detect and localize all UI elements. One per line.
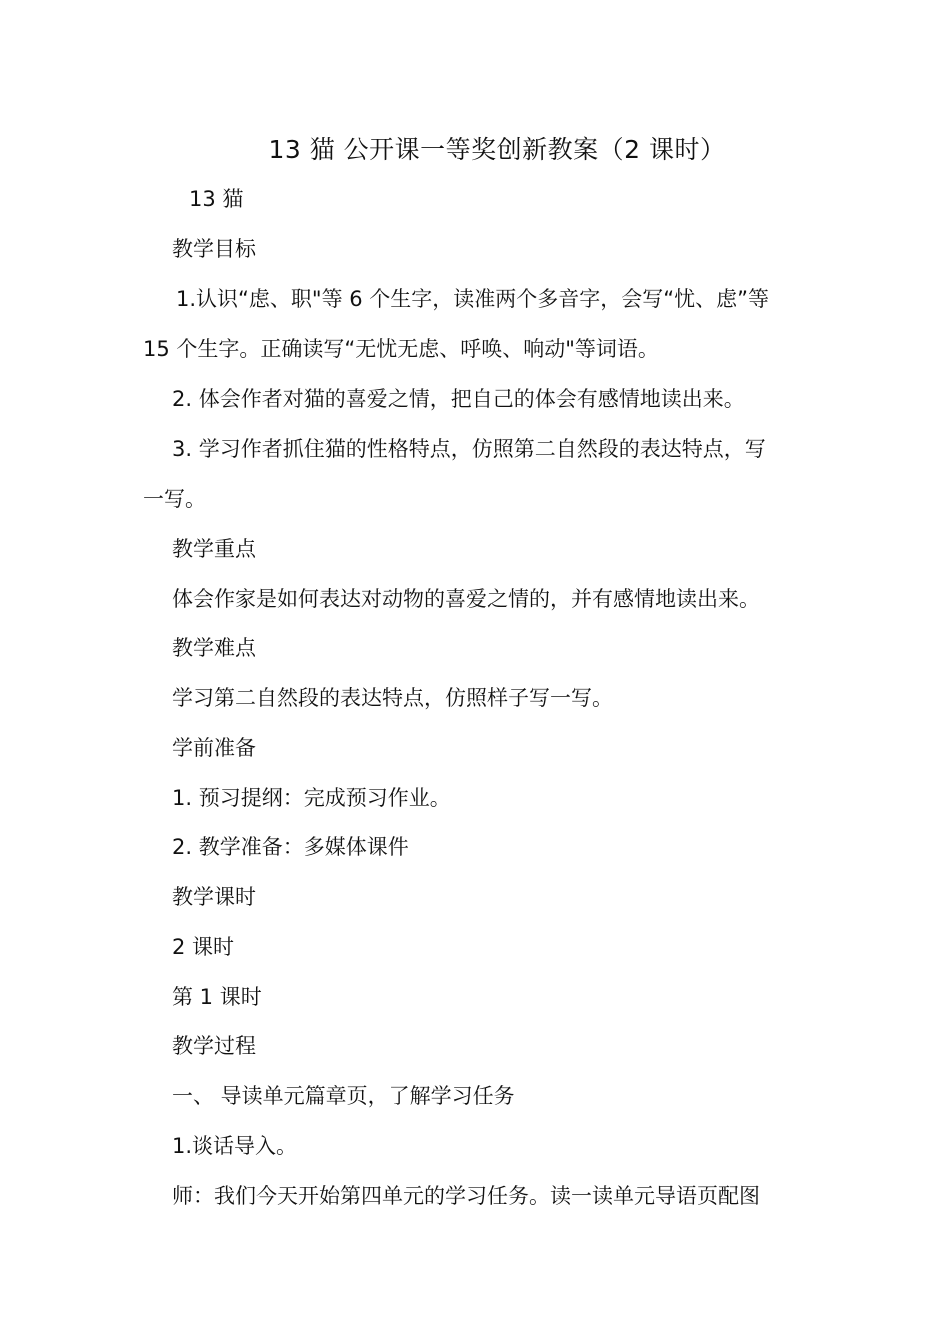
goal-3-line-1: 3. 学习作者抓住猫的性格特点，仿照第二自然段的表达特点，写: [172, 437, 766, 461]
goal-1-line-2: 15 个生字。正确读写“无忧无虑、呼唤、响动"等词语。: [143, 337, 659, 361]
difficulty-text: 学习第二自然段的表达特点，仿照样子写一写。: [172, 686, 613, 710]
section-heading-difficulties: 教学难点: [172, 636, 256, 660]
period-1-heading: 第 1 课时: [172, 985, 262, 1009]
section-heading-periods: 教学课时: [172, 885, 256, 909]
process-step-1: 一、 导读单元篇章页，了解学习任务: [172, 1084, 515, 1108]
preparation-2: 2. 教学准备：多媒体课件: [172, 835, 409, 859]
teacher-speech: 师：我们今天开始第四单元的学习任务。读一读单元导语页配图: [172, 1184, 760, 1208]
goal-3-line-2: 一写。: [143, 487, 206, 511]
section-heading-key-points: 教学重点: [172, 537, 256, 561]
process-substep-1: 1.谈话导入。: [172, 1134, 298, 1158]
section-heading-goals: 教学目标: [172, 237, 256, 261]
goal-2: 2. 体会作者对猫的喜爱之情，把自己的体会有感情地读出来。: [172, 387, 745, 411]
section-heading-process: 教学过程: [172, 1034, 256, 1058]
goal-1-line-1: 1.认识“虑、职"等 6 个生字，读准两个多音字，会写“忧、虑”等: [176, 287, 770, 311]
lesson-heading: 13 猫: [189, 187, 244, 211]
document-title: 13 猫 公开课一等奖创新教案（2 课时）: [268, 135, 726, 164]
section-heading-preparation: 学前准备: [172, 736, 256, 760]
preparation-1: 1. 预习提纲：完成预习作业。: [172, 786, 451, 810]
periods-text: 2 课时: [172, 935, 235, 959]
key-point-text: 体会作家是如何表达对动物的喜爱之情的，并有感情地读出来。: [172, 587, 760, 611]
